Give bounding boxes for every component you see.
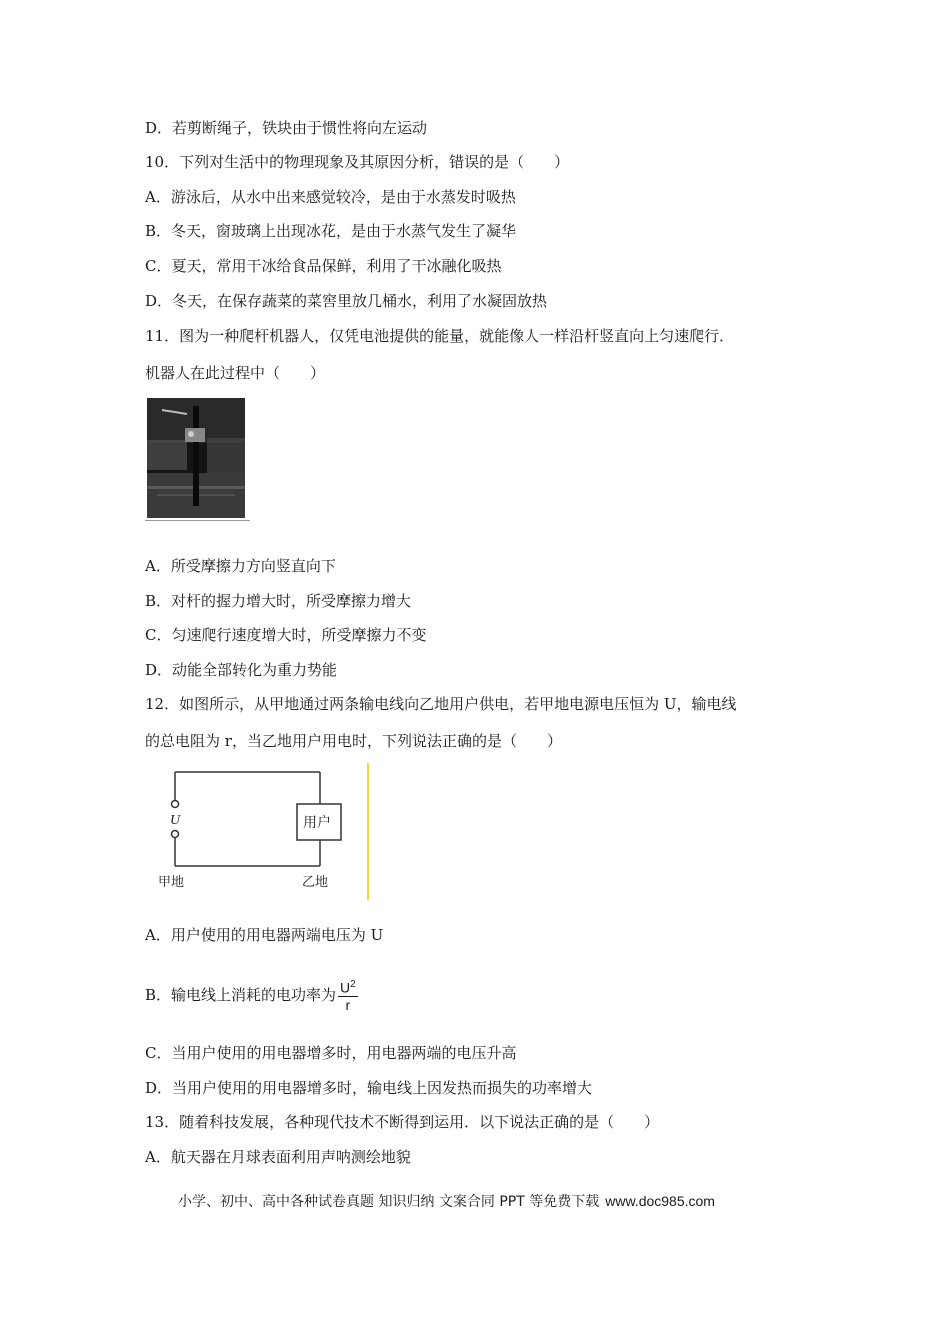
question-9-option-d: D．若剪断绳子，铁块由于惯性将向左运动 — [145, 119, 428, 137]
question-10-option-a: A．游泳后，从水中出来感觉较冷，是由于水蒸发时吸热 — [145, 188, 516, 206]
page-footer — [178, 1191, 715, 1211]
question-11-stem-line-2: 机器人在此过程中（ ） — [145, 364, 326, 382]
formula-numerator: U — [340, 979, 351, 996]
question-12-option-b-text: B．输电线上消耗的电功率为 — [145, 986, 337, 1004]
power-line-circuit-diagram — [150, 760, 365, 900]
place-jia-label: 甲地 — [158, 875, 185, 890]
power-formula — [338, 977, 358, 1013]
formula-denominator: r — [345, 996, 351, 1013]
question-13-option-a: A．航天器在月球表面利用声呐测绘地貌 — [145, 1148, 411, 1166]
question-11-option-a: A．所受摩擦力方向竖直向下 — [145, 557, 336, 575]
question-11-option-c: C．匀速爬行速度增大时，所受摩擦力不变 — [145, 626, 427, 644]
formula-exponent: 2 — [350, 979, 356, 991]
question-10-option-d: D．冬天，在保存蔬菜的菜窖里放几桶水，利用了水凝固放热 — [145, 292, 548, 310]
question-10-option-b: B．冬天，窗玻璃上出现冰花，是由于水蒸气发生了凝华 — [145, 222, 517, 240]
question-12-option-c: C．当用户使用的用电器增多时，用电器两端的电压升高 — [145, 1044, 517, 1062]
question-11-option-b: B．对杆的握力增大时，所受摩擦力增大 — [145, 592, 412, 610]
question-12-stem-line-1: 12．如图所示，从甲地通过两条输电线向乙地用户供电，若甲地电源电压恒为 U，输电线 — [145, 695, 737, 713]
question-12-stem-line-2: 的总电阻为 r，当乙地用户用电时，下列说法正确的是（ ） — [145, 732, 562, 750]
question-13-stem: 13．随着科技发展，各种现代技术不断得到运用．以下说法正确的是（ ） — [145, 1113, 660, 1131]
question-10-option-c: C．夏天，常用干冰给食品保鲜，利用了干冰融化吸热 — [145, 257, 502, 275]
question-12-option-d: D．当用户使用的用电器增多时，输电线上因发热而损失的功率增大 — [145, 1079, 593, 1097]
user-label: 用户 — [303, 815, 331, 831]
question-12-option-a: A．用户使用的用电器两端电压为 U — [145, 926, 384, 944]
footer-url[interactable]: www.doc985.com — [605, 1193, 715, 1209]
question-11-stem-line-1: 11．图为一种爬杆机器人，仅凭电池提供的能量，就能像人一样沿杆竖直向上匀速爬行． — [145, 327, 735, 345]
question-10-stem: 10．下列对生活中的物理现象及其原因分析，错误的是（ ） — [145, 153, 570, 171]
footer-text: 小学、初中、高中各种试卷真题 知识归纳 文案合同 PPT 等免费下载 — [178, 1194, 600, 1210]
climbing-robot-photo — [147, 398, 245, 518]
photo-baseline — [145, 520, 250, 521]
question-12-option-b — [145, 974, 358, 1015]
question-11-option-d: D．动能全部转化为重力势能 — [145, 661, 338, 679]
scan-artifact-line — [367, 763, 369, 900]
place-yi-label: 乙地 — [302, 875, 329, 890]
source-voltage-label: U — [170, 813, 181, 828]
